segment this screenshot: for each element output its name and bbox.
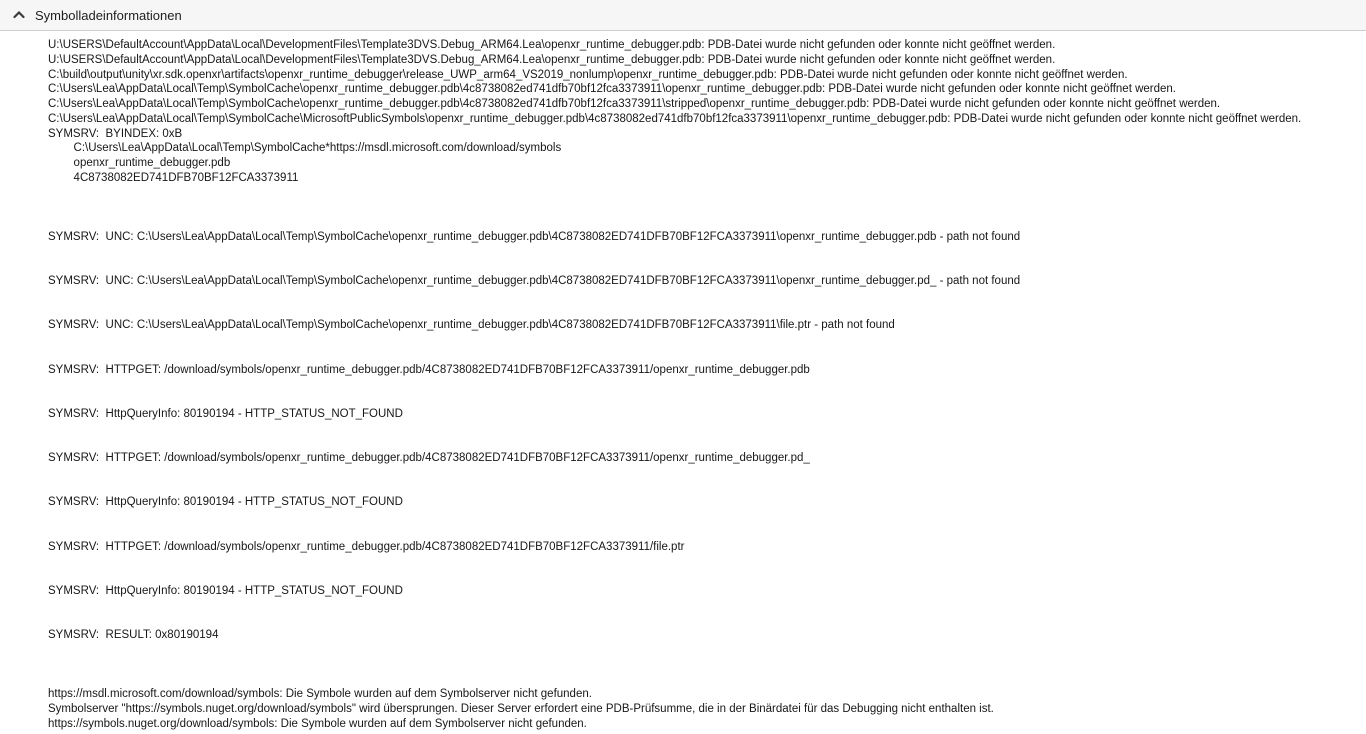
log-line [48, 481, 1366, 496]
log-line: SYMSRV: BYINDEX: 0xB [48, 127, 183, 140]
log-line [48, 304, 1366, 319]
log-line [48, 569, 1366, 584]
log-line [48, 658, 1366, 673]
log-line [48, 525, 1366, 540]
log-line: C:\Users\Lea\AppData\Local\Temp\SymbolCache*https://msdl.microsoft.com/download/symbols [48, 142, 562, 155]
log-line: SYMSRV: HTTPGET: /download/symbols/openxr_runtime_debugger.pdb/4C8738082ED741DFB70BF12FCA3373911/openxr_runtime_debugger.pdb [48, 363, 810, 376]
log-line: Symbolserver "https://symbols.nuget.org/download/symbols" wird übersprungen. Dieser Server erfordert eine PDB-Prüfsumme, die in der Binärdatei für das Debugging nicht enthalten ist. [48, 702, 994, 715]
symbol-load-log [0, 31, 1366, 731]
log-line: SYMSRV: RESULT: 0x80190194 [48, 629, 219, 641]
log-line: SYMSRV: HttpQueryInfo: 80190194 - HTTP_STATUS_NOT_FOUND [48, 407, 403, 420]
log-line: C:\build\output\unity\xr.sdk.openxr\artifacts\openxr_runtime_debugger\release_UWP_arm64_VS2019_nonlump\openxr_runtime_debugger.pdb: PDB-Datei wurde nicht gefunden oder konnte nicht geöffnet werden. [48, 68, 1128, 81]
log-line: https://symbols.nuget.org/download/symbols: Die Symbole wurden auf dem Symbolserver nicht gefunden. [48, 717, 587, 730]
log-line [48, 599, 1366, 614]
log-line: openxr_runtime_debugger.pdb [48, 157, 231, 169]
log-line: SYMSRV: UNC: C:\Users\Lea\AppData\Local\Temp\SymbolCache\openxr_runtime_debugger.pdb\4C8738082ED741DFB70BF12FCA3373911\openxr_runtime_debugger.pdb - path not found [48, 230, 1021, 243]
log-line: 4C8738082ED741DFB70BF12FCA3373911 [48, 171, 299, 184]
log-line [48, 613, 1366, 628]
log-line [48, 333, 1366, 348]
log-line: SYMSRV: UNC: C:\Users\Lea\AppData\Local\Temp\SymbolCache\openxr_runtime_debugger.pdb\4C8738082ED741DFB70BF12FCA3373911\openxr_runtime_debugger.pd_ - path not found [48, 275, 1021, 287]
panel-header-toggle[interactable] [0, 0, 1366, 31]
log-line: https://msdl.microsoft.com/download/symbols: Die Symbole wurden auf dem Symbolserver nicht gefunden. [48, 688, 592, 700]
chevron-up-icon[interactable] [12, 10, 26, 20]
log-line: SYMSRV: HttpQueryInfo: 80190194 - HTTP_STATUS_NOT_FOUND [48, 496, 403, 509]
log-line [48, 377, 1366, 392]
log-line: SYMSRV: HttpQueryInfo: 80190194 - HTTP_STATUS_NOT_FOUND [48, 584, 403, 597]
log-line [48, 215, 1366, 230]
log-line [48, 289, 1366, 304]
log-line: SYMSRV: HTTPGET: /download/symbols/openxr_runtime_debugger.pdb/4C8738082ED741DFB70BF12FCA3373911/file.ptr [48, 540, 685, 553]
log-line [48, 466, 1366, 481]
log-line: SYMSRV: UNC: C:\Users\Lea\AppData\Local\Temp\SymbolCache\openxr_runtime_debugger.pdb\4C8738082ED741DFB70BF12FCA3373911\file.ptr - path not found [48, 319, 895, 332]
panel-title: Symbolladeinformationen [35, 7, 182, 23]
log-line [48, 200, 1366, 215]
log-line [48, 436, 1366, 451]
log-line [48, 348, 1366, 363]
log-line: U:\USERS\DefaultAccount\AppData\Local\DevelopmentFiles\Template3DVS.Debug_ARM64.Lea\openxr_runtime_debugger.pdb: PDB-Datei wurde nicht gefunden oder konnte nicht geöffnet werden. [48, 39, 1056, 51]
log-line [48, 392, 1366, 407]
log-line: U:\USERS\DefaultAccount\AppData\Local\DevelopmentFiles\Template3DVS.Debug_ARM64.Lea\openxr_runtime_debugger.pdb: PDB-Datei wurde nicht gefunden oder konnte nicht geöffnet werden. [48, 53, 1056, 66]
log-line [48, 554, 1366, 569]
log-line [48, 672, 1366, 687]
log-line [48, 643, 1366, 658]
log-line [48, 510, 1366, 525]
log-line [48, 245, 1366, 260]
log-line [48, 186, 1366, 201]
log-line: C:\Users\Lea\AppData\Local\Temp\SymbolCache\MicrosoftPublicSymbols\openxr_runtime_debugger.pdb\4c8738082ed741dfb70bf12fca3373911\openxr_runtime_debugger.pdb: PDB-Datei wurde nicht gefunden oder konnte nicht geöffnet werden. [48, 112, 1302, 125]
log-line: C:\Users\Lea\AppData\Local\Temp\SymbolCache\openxr_runtime_debugger.pdb\4c8738082ed741dfb70bf12fca3373911\stripped\openxr_runtime_debugger.pdb: PDB-Datei wurde nicht gefunden oder konnte nicht geöffnet werden. [48, 98, 1221, 110]
log-line [48, 259, 1366, 274]
log-line: C:\Users\Lea\AppData\Local\Temp\SymbolCache\openxr_runtime_debugger.pdb\4c8738082ed741dfb70bf12fca3373911\openxr_runtime_debugger.pdb: PDB-Datei wurde nicht gefunden oder konnte nicht geöffnet werden. [48, 83, 1176, 96]
log-line: SYMSRV: HTTPGET: /download/symbols/openxr_runtime_debugger.pdb/4C8738082ED741DFB70BF12FCA3373911/openxr_runtime_debugger.pd_ [48, 452, 810, 464]
log-line [48, 422, 1366, 437]
